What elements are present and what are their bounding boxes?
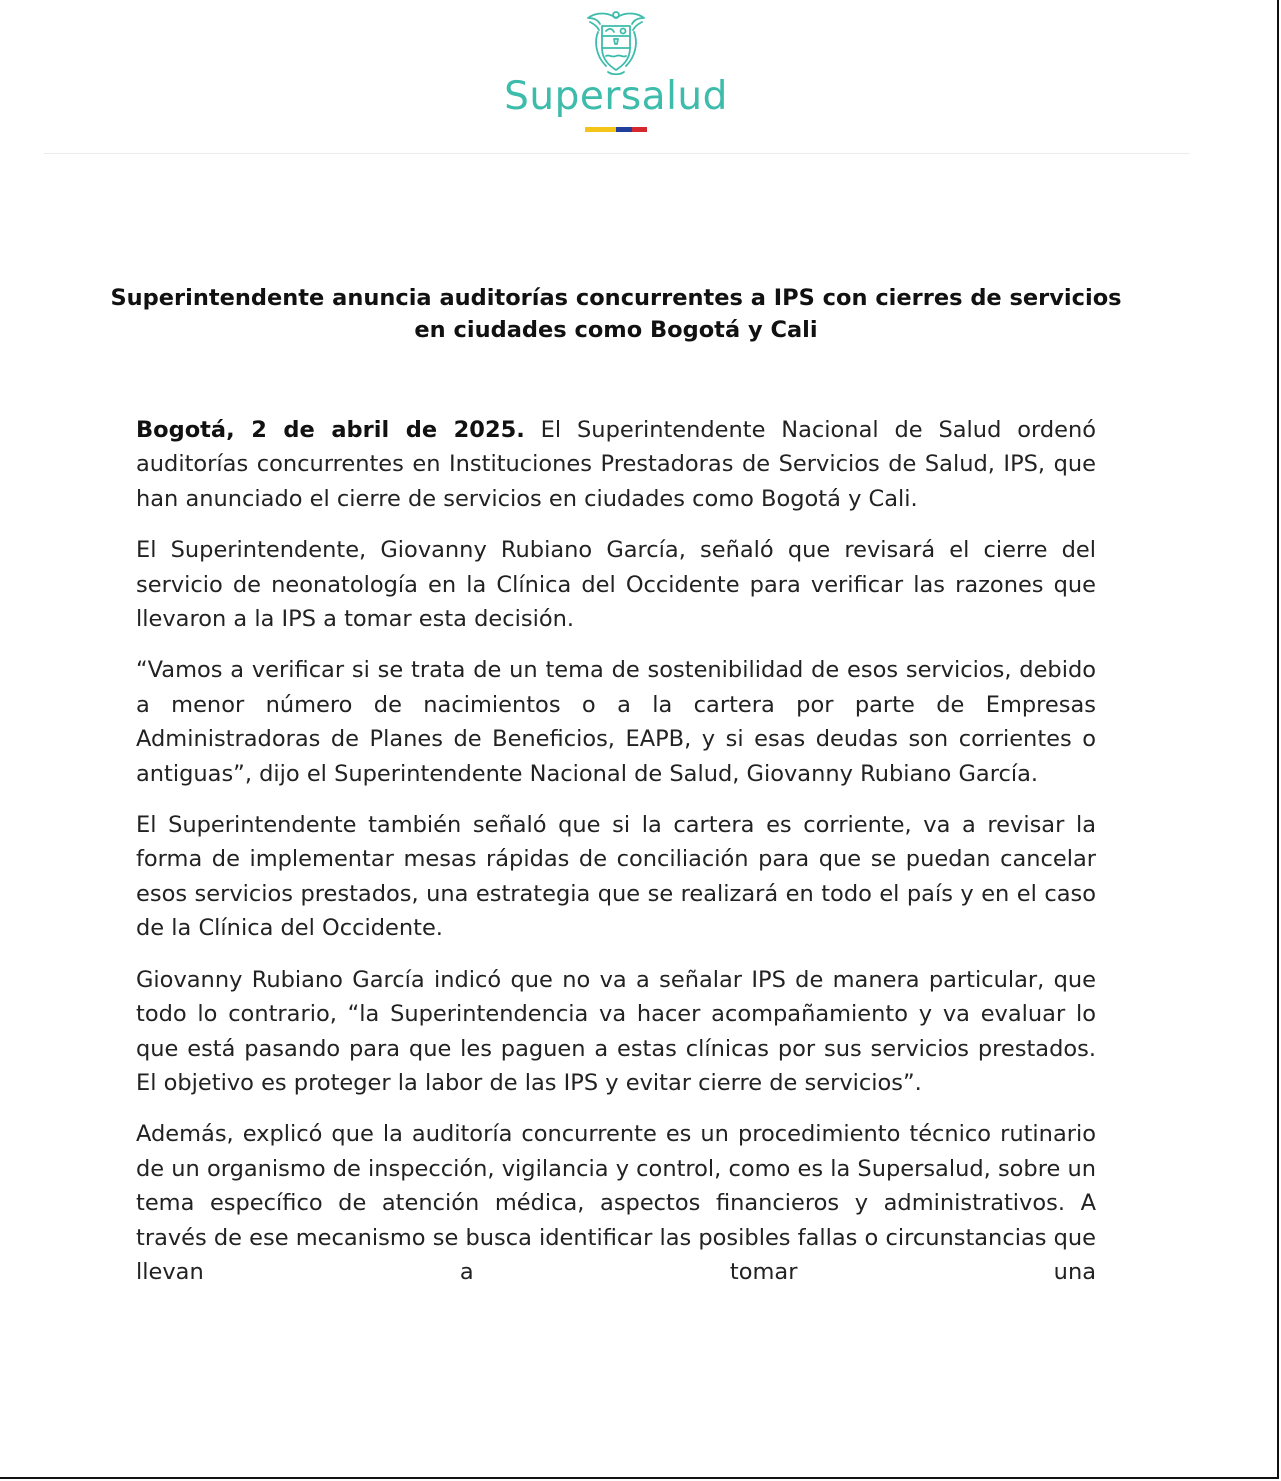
paragraph-1-text: El Superintendente Nacional de Salud ordenó auditorías concurrentes en Instituciones Prestadoras de Servicios de Salud, IPS, que han anunciado el cierre de servicios en ciudades como Bogotá y Cali.: [136, 417, 1096, 512]
article-body: [136, 413, 1096, 1306]
article-headline: Superintendente anuncia auditorías concurrentes a IPS con cierres de servicios en ciudades como Bogotá y Cali: [110, 285, 1122, 343]
flag-blue-stripe: [616, 127, 632, 132]
article-paragraph-6: Además, explicó que la auditoría concurrente es un procedimiento técnico rutinario de un organismo de inspección, vigilancia y control, como es la Supersalud, sobre un tema específico de atención médica, aspectos financieros y administrativos. A través de ese mecanismo se busca identificar las posibles fallas o circunstancias que llevan a tomar una: [136, 1121, 1096, 1285]
colombia-flag-bar: [585, 127, 647, 132]
dateline: Bogotá, 2 de abril de 2025.: [136, 417, 525, 443]
article-paragraph-3: “Vamos a verificar si se trata de un tema de sostenibilidad de esos servicios, debido a menor número de nacimientos o a la cartera por parte de Empresas Administradoras de Planes de Beneficios, EAPB, y si esas deudas son corrientes o antiguas”, dijo el Superintendente Nacional de Salud, Giovanny Rubiano García.: [136, 657, 1096, 787]
colombia-coat-of-arms-icon: [584, 8, 648, 78]
document-header: [0, 0, 1281, 155]
brand-name: Supersalud: [504, 74, 728, 119]
article-paragraph-2: El Superintendente, Giovanny Rubiano García, señaló que revisará el cierre del servicio de neonatología en la Clínica del Occidente para verificar las razones que llevaron a la IPS a tomar esta decisión.: [136, 537, 1096, 633]
article-paragraph-4: El Superintendente también señaló que si la cartera es corriente, va a revisar la forma de implementar mesas rápidas de conciliación para que se puedan cancelar esos servicios prestados, una estrategia que se realizará en todo el país y en el caso de la Clínica del Occidente.: [136, 812, 1096, 942]
flag-red-stripe: [632, 127, 647, 132]
article-paragraph-1: [136, 413, 1096, 516]
flag-yellow-stripe: [585, 127, 616, 132]
header-divider: [44, 153, 1190, 154]
article-paragraph-5: Giovanny Rubiano García indicó que no va a señalar IPS de manera particular, que todo lo contrario, “la Superintendencia va hacer acompañamiento y va evaluar lo que está pasando para que les paguen a estas clínicas por sus servicios prestados. El objetivo es proteger la labor de las IPS y evitar cierre de servicios”.: [136, 966, 1096, 1096]
